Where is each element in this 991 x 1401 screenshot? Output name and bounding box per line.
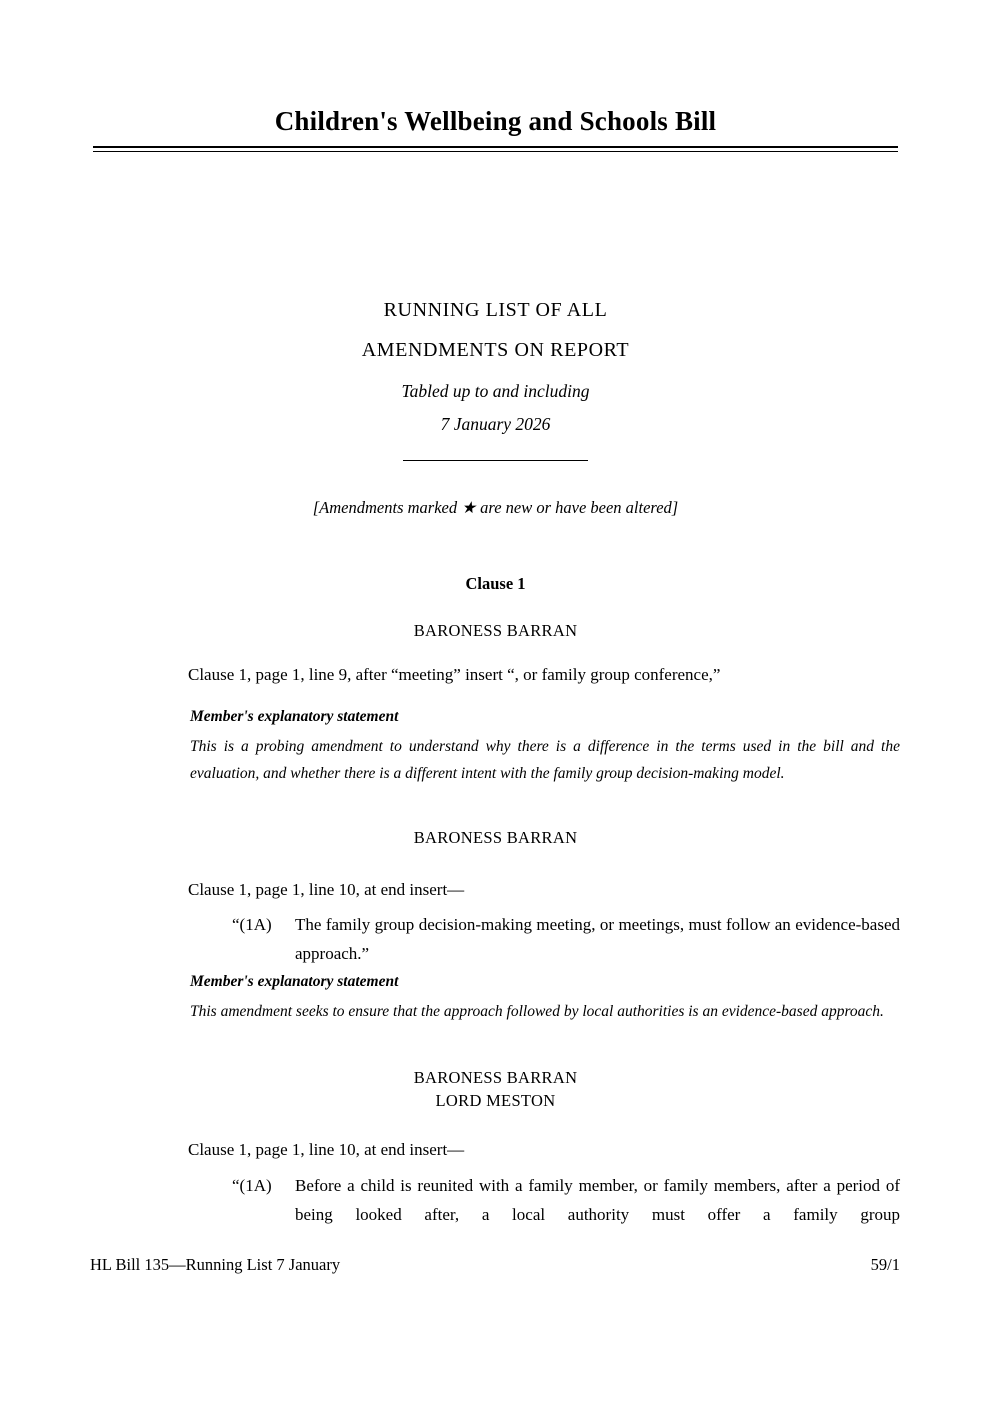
- amendment-3-subsection-text: Before a child is reunited with a family member, or family members, after a period of being looked after, a local authority must offer a family group: [295, 1176, 900, 1224]
- amendment-2-subsection-label: “(1A): [232, 915, 272, 934]
- heading-running-list: RUNNING LIST OF ALL: [383, 299, 608, 321]
- amendment-2-instruction: Clause 1, page 1, line 10, at end insert—: [188, 880, 465, 899]
- amendment-3-sponsors: [0, 1066, 991, 1112]
- footer-page-number: 59/1: [870, 1255, 900, 1274]
- amendment-2-sponsor: BARONESS BARRAN: [413, 828, 578, 847]
- amendment-2-explanatory-heading: Member's explanatory statement: [190, 973, 399, 990]
- title-double-rule: [93, 146, 898, 152]
- amendment-2-subsection-text: The family group decision-making meeting, or meetings, must follow an evidence-based approach.”: [295, 915, 900, 963]
- amendment-1-explanatory-heading: Member's explanatory statement: [190, 708, 399, 725]
- amendment-3-subsection: [232, 1172, 900, 1229]
- amendment-3-subsection-label: “(1A): [232, 1176, 272, 1195]
- amendment-3-sponsor-2: LORD MESTON: [435, 1091, 556, 1110]
- amendment-2-subsection: [232, 911, 900, 968]
- heading-date: 7 January 2026: [440, 414, 551, 434]
- bill-title: Children's Wellbeing and Schools Bill: [274, 106, 717, 136]
- heading-amendments-on-report: AMENDMENTS ON REPORT: [361, 339, 630, 361]
- clause-heading: Clause 1: [465, 574, 526, 593]
- separator-rule: [403, 460, 588, 461]
- footer-bill-reference: HL Bill 135—Running List 7 January: [90, 1255, 341, 1274]
- amendment-3-sponsor-1: BARONESS BARRAN: [413, 1068, 578, 1087]
- amendment-2-explanatory-text: This amendment seeks to ensure that the approach followed by local authorities is an evidence-based approach.: [190, 1003, 884, 1020]
- amendment-3-instruction: Clause 1, page 1, line 10, at end insert—: [188, 1140, 465, 1159]
- amendment-1-explanatory-text: This is a probing amendment to understand why there is a difference in the terms used in the bill and the evaluation, and whether there is a different intent with the family group decision-making model.: [190, 738, 900, 782]
- amendment-1-sponsor: BARONESS BARRAN: [413, 621, 578, 640]
- heading-tabled-up-to: Tabled up to and including: [401, 381, 590, 401]
- amendment-1-instruction: Clause 1, page 1, line 9, after “meeting” insert “, or family group conference,”: [188, 665, 721, 684]
- amendments-marked-notice: [Amendments marked ★ are new or have been altered]: [312, 498, 679, 517]
